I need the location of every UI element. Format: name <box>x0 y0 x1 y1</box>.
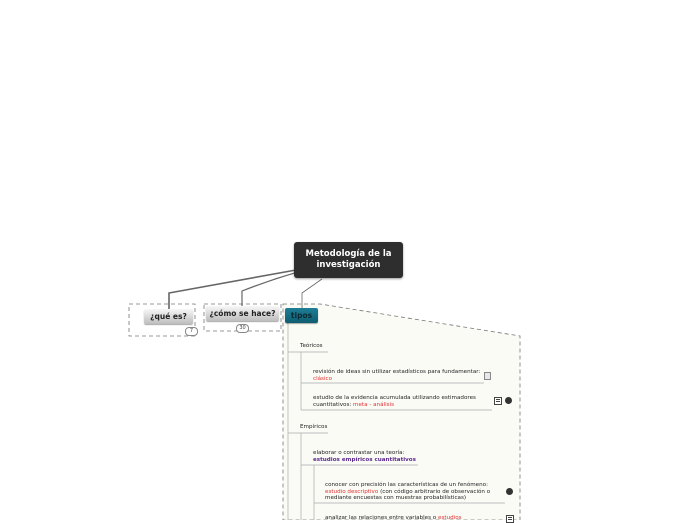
item-text2: o <box>432 515 437 521</box>
item-text-line3: mediante encuestas con muestras probabilísticas) <box>325 495 467 502</box>
que-es-collapse-badge[interactable]: 7 <box>185 327 198 336</box>
link-como <box>242 272 298 307</box>
item-text: estudio de la evidencia acumulada utilizando estimadores <box>313 395 476 401</box>
globe-icon[interactable] <box>505 397 512 404</box>
item-text2: (con código arbitrario de observación o <box>380 488 491 495</box>
globe-icon[interactable] <box>506 488 513 495</box>
list-icon[interactable] <box>494 397 502 405</box>
item-text: analizar las relaciones entre variables <box>325 515 432 521</box>
item-highlight: estudios <box>438 515 462 521</box>
empiricos-item-relaciones[interactable] <box>325 515 462 522</box>
topic-como-label: ¿cómo se hace? <box>209 309 276 318</box>
item-text: conocer con precisión las características de un fenómeno: <box>325 482 488 488</box>
item-text: elaborar o contrastar una teoría: <box>313 450 405 456</box>
item-text-line2 <box>313 402 476 409</box>
teoricos-item-clasico[interactable] <box>313 369 480 382</box>
item-highlight: estudios empíricos cuantitativos <box>313 456 416 463</box>
topic-que-es[interactable] <box>144 309 193 324</box>
subtopic-teoricos[interactable]: Teóricos <box>300 343 323 349</box>
document-icon[interactable] <box>484 372 491 380</box>
item-text2: cuantitativos: <box>313 401 352 408</box>
como-collapse-badge[interactable]: 30 <box>236 324 249 333</box>
item-highlight: meta - análisis <box>353 401 395 408</box>
central-topic[interactable] <box>294 242 403 278</box>
teoricos-item-meta-analisis[interactable] <box>313 395 476 408</box>
topic-que-es-label: ¿qué es? <box>150 312 187 321</box>
topic-tipos[interactable] <box>285 308 318 323</box>
topic-tipos-label: tipos <box>290 311 313 320</box>
item-highlight: clásico <box>313 375 333 382</box>
empiricos-item-cuantitativos[interactable] <box>313 450 416 463</box>
item-highlight: estudio descriptivo <box>325 488 379 495</box>
empiricos-item-descriptivo[interactable] <box>325 482 490 502</box>
item-text: revisión de ideas sin utilizar estadísticos para fundamentar: <box>313 369 481 375</box>
list-icon[interactable] <box>506 515 514 523</box>
subtopic-empiricos[interactable]: Empíricos <box>300 424 328 430</box>
topic-como-se-hace[interactable] <box>206 306 279 321</box>
central-title: Metodología de la investigación <box>305 249 392 270</box>
